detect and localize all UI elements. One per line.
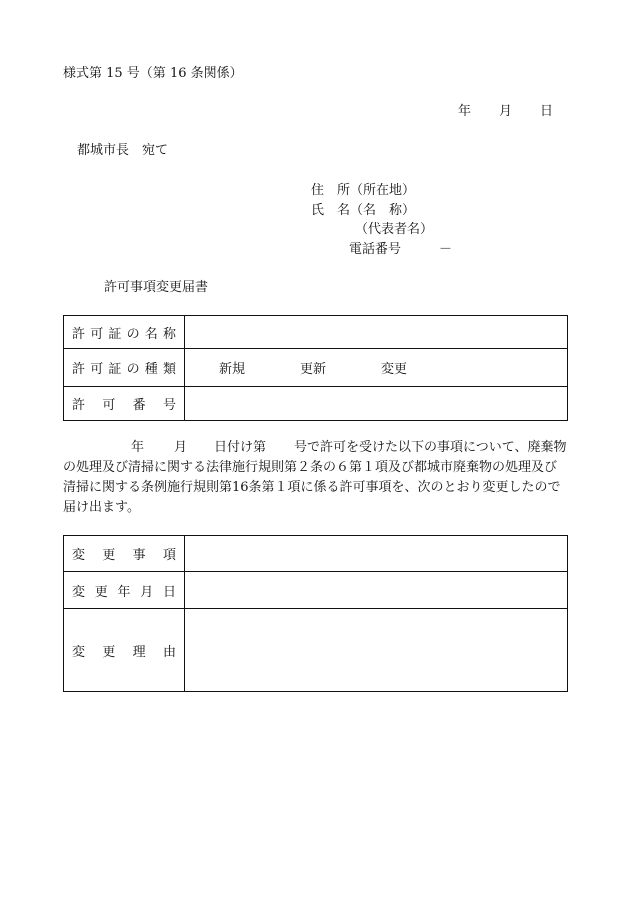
change-item-label: 変 更 事 項 <box>64 536 185 572</box>
address-label: 住 所（所在地） <box>311 183 416 198</box>
table-row <box>64 572 568 609</box>
body-month: 月 <box>174 440 188 455</box>
permit-type-field <box>185 349 568 387</box>
date-day-label: 日 <box>540 104 554 119</box>
option-new[interactable]: 新規 <box>219 362 246 377</box>
permit-number-label: 許 可 番 号 <box>64 387 185 421</box>
date-line <box>458 104 553 120</box>
change-date-label: 変 更 年 月 日 <box>64 572 185 609</box>
change-date-field[interactable] <box>185 572 568 609</box>
name-label: 氏 名（名 称） <box>311 202 416 218</box>
change-item-field[interactable] <box>185 536 568 572</box>
change-reason-field[interactable] <box>185 609 568 692</box>
permit-type-label: 許 可 証 の 種 類 <box>64 349 185 387</box>
body-main-text: 号で許可を受けた以下の事項について、廃棄物の処理及び清掃に関する法律施行規則第２条の６第１項及び都城市廃棄物の処理及び清掃に関する条例施行規則第16条第１項に係る許可事項を、次のとおり変更したので届け出ます。 <box>63 440 567 515</box>
document-title: 許可事項変更届書 <box>104 280 209 295</box>
body-year: 年 <box>131 440 145 455</box>
phone-separator: － <box>439 241 453 257</box>
permit-name-field[interactable] <box>185 316 568 349</box>
declaration-text <box>63 438 568 518</box>
form-number: 様式第 15 号（第 16 条関係） <box>63 66 243 81</box>
option-renewal[interactable]: 更新 <box>300 362 327 377</box>
representative-label: （代表者名） <box>355 222 434 237</box>
change-reason-label: 変 更 理 由 <box>64 609 185 692</box>
table-row <box>64 536 568 572</box>
table-row <box>64 387 568 421</box>
body-dated-issue: 日付け第 <box>214 440 267 455</box>
table-row <box>64 609 568 692</box>
table-row <box>64 349 568 387</box>
applicant-block <box>311 181 452 259</box>
addressee: 都城市長 宛て <box>77 143 169 158</box>
permit-number-field[interactable] <box>185 387 568 421</box>
permit-name-label: 許 可 証 の 名 称 <box>64 316 185 349</box>
change-table <box>63 535 568 692</box>
permit-table <box>63 315 568 421</box>
phone-label: 電話番号 <box>349 241 402 257</box>
option-change[interactable]: 変更 <box>381 362 408 377</box>
date-year-label: 年 <box>458 104 472 119</box>
table-row <box>64 316 568 349</box>
phone-line <box>311 240 452 260</box>
date-month-label: 月 <box>499 104 513 119</box>
